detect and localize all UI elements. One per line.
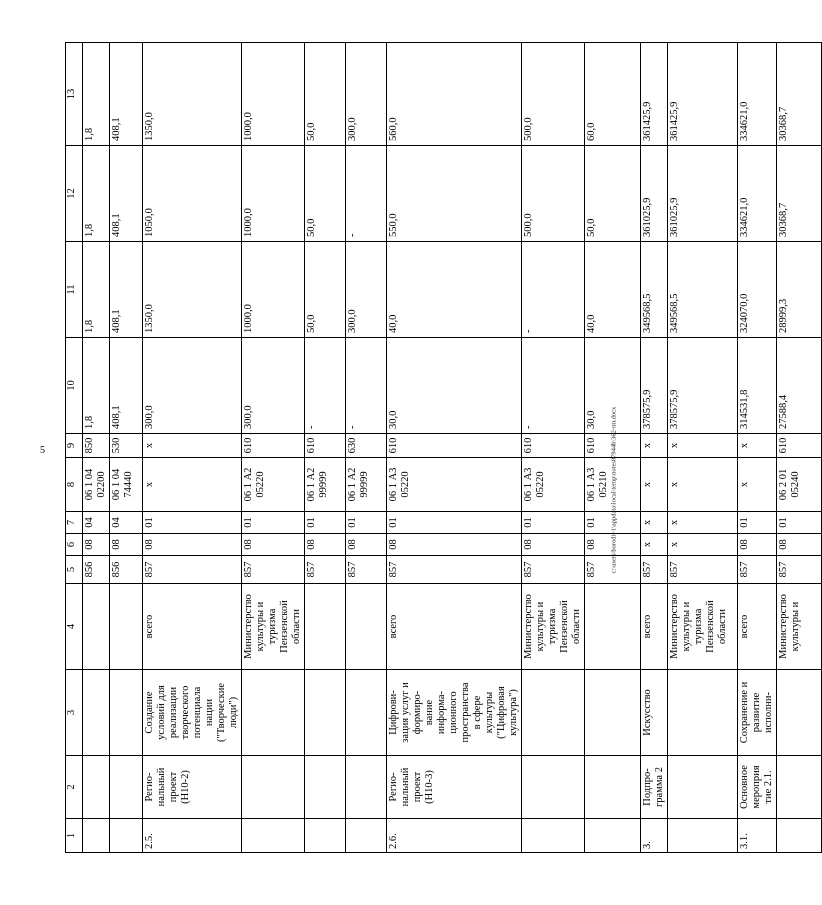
table-cell-col13: 300,0: [346, 43, 387, 146]
table-cell-col7: х: [641, 512, 668, 534]
table-cell-col12: 361025,9: [668, 146, 738, 242]
table-cell-col9: 610: [242, 434, 305, 458]
table-row: [668, 43, 738, 853]
table-cell-col6: 08: [83, 534, 110, 556]
table-cell-col12: 1,8: [83, 146, 110, 242]
table-cell-col11: 1350,0: [143, 242, 242, 338]
table-cell-col13: 1,8: [83, 43, 110, 146]
table-cell-col1: [585, 819, 641, 853]
table-cell-col6: 08: [738, 534, 777, 556]
header-cell-4: 4: [66, 584, 83, 670]
table-cell-col13: 560,0: [387, 43, 522, 146]
table-header-row: [66, 43, 83, 853]
header-cell-5: 5: [66, 556, 83, 584]
table-cell-col2: [668, 756, 738, 819]
table-cell-col5: 857: [242, 556, 305, 584]
table-cell-col9: 610: [387, 434, 522, 458]
table-cell-col6: х: [668, 534, 738, 556]
table-cell-col9: х: [641, 434, 668, 458]
table-row: [522, 43, 585, 853]
table-cell-col1: [522, 819, 585, 853]
table-cell-col2: [305, 756, 346, 819]
table-cell-col4: всего: [641, 584, 668, 670]
table-cell-col6: 08: [143, 534, 242, 556]
header-cell-6: 6: [66, 534, 83, 556]
table-cell-col4: Министерство культуры и туризма Пензенской области: [668, 584, 738, 670]
table-cell-col5: 857: [305, 556, 346, 584]
table-cell-col5: 857: [738, 556, 777, 584]
table-cell-col8: 06 1 А3 05210: [585, 458, 641, 512]
table-cell-col4: [83, 584, 110, 670]
header-cell-10: 10: [66, 338, 83, 434]
table-cell-col5: 857: [641, 556, 668, 584]
table-row: [143, 43, 242, 853]
table-cell-col6: 08: [110, 534, 143, 556]
table-cell-col2: Регио- нальный проект (Н10-2): [143, 756, 242, 819]
table-body: [83, 43, 822, 853]
table-cell-col11: 40,0: [387, 242, 522, 338]
table-cell-col1: [83, 819, 110, 853]
table-row: [387, 43, 522, 853]
table-cell-col10: 300,0: [143, 338, 242, 434]
table-cell-col12: 361025,9: [641, 146, 668, 242]
header-cell-9: 9: [66, 434, 83, 458]
table-cell-col7: х: [668, 512, 738, 534]
table-cell-col12: 408,1: [110, 146, 143, 242]
table-cell-col1: 3.1.: [738, 819, 777, 853]
budget-table: [65, 42, 822, 853]
table-cell-col3: [585, 670, 641, 756]
table-cell-col11: 349568,5: [641, 242, 668, 338]
table-cell-col12: 50,0: [305, 146, 346, 242]
table-cell-col6: х: [641, 534, 668, 556]
table-cell-col7: 01: [585, 512, 641, 534]
table-cell-col3: Сохранение и развитие исполни-: [738, 670, 777, 756]
table-cell-col1: [110, 819, 143, 853]
table-cell-col10: -: [305, 338, 346, 434]
table-cell-col3: [346, 670, 387, 756]
table-cell-col9: 850: [83, 434, 110, 458]
table-cell-col6: 08: [585, 534, 641, 556]
table-cell-col3: [522, 670, 585, 756]
table-cell-col9: 610: [305, 434, 346, 458]
table-cell-col8: х: [641, 458, 668, 512]
header-cell-8: 8: [66, 458, 83, 512]
table-cell-col10: -: [522, 338, 585, 434]
table-row: [242, 43, 305, 853]
table-cell-col2: Подпро- грамма 2: [641, 756, 668, 819]
table-cell-col10: 1,8: [83, 338, 110, 434]
table-cell-col8: х: [668, 458, 738, 512]
table-cell-col12: 1050,0: [143, 146, 242, 242]
table-cell-col10: 300,0: [242, 338, 305, 434]
table-cell-col10: 30,0: [387, 338, 522, 434]
table-cell-col7: 01: [305, 512, 346, 534]
table-cell-col3: [83, 670, 110, 756]
table-cell-col13: 1000,0: [242, 43, 305, 146]
table-cell-col9: х: [738, 434, 777, 458]
table-cell-col3: [110, 670, 143, 756]
table-cell-col3: Цифрови- зация услуг и формиро- вание информа- ционного пространства в сфере культуры ("Цифровая культура"): [387, 670, 522, 756]
table-cell-col1: 3.: [641, 819, 668, 853]
table-cell-col7: 04: [110, 512, 143, 534]
table-cell-col11: 324070,0: [738, 242, 777, 338]
table-cell-col2: Регио- нальный проект (Н10-3): [387, 756, 522, 819]
table-cell-col11: 349568,5: [668, 242, 738, 338]
header-cell-11: 11: [66, 242, 83, 338]
table-cell-col2: [242, 756, 305, 819]
rotated-table-container: [65, 43, 801, 853]
table-cell-col5: 856: [110, 556, 143, 584]
table-cell-col3: [668, 670, 738, 756]
table-cell-col7: 01: [738, 512, 777, 534]
table-cell-col13: 500,0: [522, 43, 585, 146]
table-cell-col6: 08: [242, 534, 305, 556]
table-cell-col10: 314531,8: [738, 338, 777, 434]
table-cell-col4: [305, 584, 346, 670]
table-cell-col11: 40,0: [585, 242, 641, 338]
table-cell-col11: 408,1: [110, 242, 143, 338]
table-cell-col8: 06 2 01 05240: [777, 458, 822, 512]
table-cell-col4: Министерство культуры и туризма Пензенской области: [522, 584, 585, 670]
table-cell-col13: 60,0: [585, 43, 641, 146]
table-cell-col9: 530: [110, 434, 143, 458]
table-cell-col6: 08: [522, 534, 585, 556]
table-cell-col4: всего: [143, 584, 242, 670]
table-row: [346, 43, 387, 853]
footer-file-path: c:\users\borodi~1\appdata\local\temp\notes87944b\362-пп.docx: [610, 406, 618, 574]
table-cell-col5: 857: [143, 556, 242, 584]
table-cell-col2: [346, 756, 387, 819]
table-cell-col1: 2.6.: [387, 819, 522, 853]
table-cell-col4: [346, 584, 387, 670]
header-cell-7: 7: [66, 512, 83, 534]
table-cell-col8: 06 1 04 74440: [110, 458, 143, 512]
table-cell-col5: 857: [387, 556, 522, 584]
table-cell-col4: всего: [738, 584, 777, 670]
table-cell-col12: 334621,0: [738, 146, 777, 242]
table-cell-col13: 1350,0: [143, 43, 242, 146]
table-cell-col10: 378575,9: [641, 338, 668, 434]
table-cell-col6: 08: [777, 534, 822, 556]
header-cell-13: 13: [66, 43, 83, 146]
table-cell-col12: 1000,0: [242, 146, 305, 242]
table-cell-col2: Основное мероприя тие 2.1.: [738, 756, 777, 819]
table-cell-col1: 2.5.: [143, 819, 242, 853]
table-cell-col13: 30368,7: [777, 43, 822, 146]
table-cell-col12: 500,0: [522, 146, 585, 242]
table-cell-col8: х: [143, 458, 242, 512]
table-cell-col11: 50,0: [305, 242, 346, 338]
table-cell-col10: 378575,9: [668, 338, 738, 434]
table-cell-col1: [777, 819, 822, 853]
table-cell-col11: 28999,3: [777, 242, 822, 338]
table-cell-col7: 01: [777, 512, 822, 534]
header-cell-3: 3: [66, 670, 83, 756]
table-row: [110, 43, 143, 853]
header-cell-1: 1: [66, 819, 83, 853]
table-cell-col7: 01: [242, 512, 305, 534]
table-cell-col1: [668, 819, 738, 853]
table-row: [641, 43, 668, 853]
table-row: [83, 43, 110, 853]
table-cell-col13: 408,1: [110, 43, 143, 146]
table-cell-col10: 408,1: [110, 338, 143, 434]
page-number: 5: [40, 445, 45, 456]
table-cell-col9: х: [668, 434, 738, 458]
table-cell-col8: 06 1 А2 99999: [305, 458, 346, 512]
table-cell-col7: 01: [346, 512, 387, 534]
table-cell-col1: [346, 819, 387, 853]
table-cell-col8: 06 1 А2 99999: [346, 458, 387, 512]
table-cell-col4: [110, 584, 143, 670]
table-cell-col5: 856: [83, 556, 110, 584]
table-cell-col8: 06 1 04 02200: [83, 458, 110, 512]
table-cell-col13: 361425,9: [668, 43, 738, 146]
table-cell-col1: [305, 819, 346, 853]
table-cell-col3: [777, 670, 822, 756]
table-cell-col5: 857: [668, 556, 738, 584]
table-cell-col13: 361425,9: [641, 43, 668, 146]
table-cell-col3: [242, 670, 305, 756]
table-cell-col9: 610: [777, 434, 822, 458]
header-cell-12: 12: [66, 146, 83, 242]
table-cell-col7: 01: [387, 512, 522, 534]
table-cell-col12: -: [346, 146, 387, 242]
table-cell-col5: 857: [777, 556, 822, 584]
table-cell-col9: 610: [522, 434, 585, 458]
table-cell-col2: [585, 756, 641, 819]
table-cell-col8: 06 1 А2 05220: [242, 458, 305, 512]
table-cell-col6: 08: [346, 534, 387, 556]
table-cell-col13: 50,0: [305, 43, 346, 146]
table-cell-col6: 08: [387, 534, 522, 556]
table-cell-col9: х: [143, 434, 242, 458]
table-cell-col10: -: [346, 338, 387, 434]
table-cell-col4: Министерство культуры и: [777, 584, 822, 670]
table-row: [777, 43, 822, 853]
table-cell-col4: Министерство культуры и туризма Пензенской области: [242, 584, 305, 670]
table-cell-col13: 334621,0: [738, 43, 777, 146]
table-cell-col8: 06 1 А3 05220: [387, 458, 522, 512]
table-cell-col7: 01: [143, 512, 242, 534]
table-cell-col3: Создание условий для реализации творческого потенциала нации ("Творческие люди"): [143, 670, 242, 756]
table-cell-col12: 30368,7: [777, 146, 822, 242]
table-cell-col11: 1000,0: [242, 242, 305, 338]
table-cell-col9: 630: [346, 434, 387, 458]
table-cell-col7: 01: [522, 512, 585, 534]
table-cell-col8: х: [738, 458, 777, 512]
table-row: [305, 43, 346, 853]
table-cell-col2: [110, 756, 143, 819]
table-cell-col1: [242, 819, 305, 853]
table-cell-col3: Искусство: [641, 670, 668, 756]
table-cell-col7: 04: [83, 512, 110, 534]
table-cell-col6: 08: [305, 534, 346, 556]
table-cell-col3: [305, 670, 346, 756]
table-row: [585, 43, 641, 853]
table-cell-col10: 30,0: [585, 338, 641, 434]
table-cell-col4: всего: [387, 584, 522, 670]
table-cell-col2: [777, 756, 822, 819]
table-cell-col12: 550,0: [387, 146, 522, 242]
table-cell-col8: 06 1 А3 05220: [522, 458, 585, 512]
table-cell-col11: 300,0: [346, 242, 387, 338]
table-cell-col11: -: [522, 242, 585, 338]
header-cell-2: 2: [66, 756, 83, 819]
table-cell-col2: [522, 756, 585, 819]
table-cell-col5: 857: [585, 556, 641, 584]
table-cell-col11: 1,8: [83, 242, 110, 338]
table-cell-col5: 857: [522, 556, 585, 584]
table-cell-col2: [83, 756, 110, 819]
table-row: [738, 43, 777, 853]
table-cell-col10: 27588,4: [777, 338, 822, 434]
table-cell-col5: 857: [346, 556, 387, 584]
table-cell-col9: 610: [585, 434, 641, 458]
table-cell-col12: 50,0: [585, 146, 641, 242]
table-cell-col4: [585, 584, 641, 670]
